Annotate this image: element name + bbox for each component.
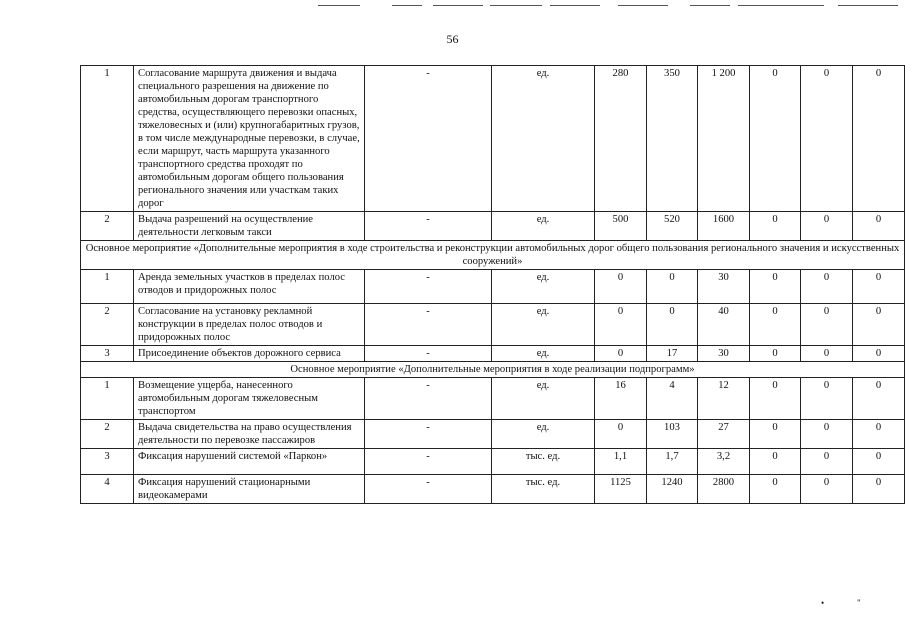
section-title: Основное мероприятие «Дополнительные мероприятия в ходе реализации подпрограмм» [81, 362, 905, 378]
row-value: 1240 [647, 475, 698, 504]
row-dash: - [365, 304, 492, 346]
row-number: 2 [81, 304, 134, 346]
row-value: 30 [698, 346, 750, 362]
row-dash: - [365, 346, 492, 362]
row-value: 0 [801, 420, 853, 449]
row-value: 0 [750, 378, 801, 420]
row-value: 0 [853, 449, 905, 475]
row-unit: тыс. ед. [492, 449, 595, 475]
row-value: 17 [647, 346, 698, 362]
row-value: 0 [801, 378, 853, 420]
row-unit: ед. [492, 420, 595, 449]
section-title: Основное мероприятие «Дополнительные мероприятия в ходе строительства и реконструкции автомобильных дорог общего пользования регионального значения и искусственных сооружений» [81, 241, 905, 270]
row-number: 3 [81, 346, 134, 362]
row-value: 0 [853, 270, 905, 304]
row-dash: - [365, 378, 492, 420]
row-value: 0 [801, 270, 853, 304]
row-value: 0 [853, 304, 905, 346]
table-row [81, 378, 905, 420]
footer-mark: " [857, 598, 861, 608]
row-value: 500 [595, 212, 647, 241]
row-title: Выдача разрешений на осуществление деятельности легковым такси [134, 212, 365, 241]
row-value: 0 [750, 304, 801, 346]
section-header-row [81, 241, 905, 270]
row-title: Присоединение объектов дорожного сервиса [134, 346, 365, 362]
row-number: 1 [81, 66, 134, 212]
row-value: 12 [698, 378, 750, 420]
row-value: 1,7 [647, 449, 698, 475]
row-value: 520 [647, 212, 698, 241]
row-dash: - [365, 270, 492, 304]
row-value: 0 [595, 270, 647, 304]
row-value: 27 [698, 420, 750, 449]
row-dash: - [365, 475, 492, 504]
table-row [81, 449, 905, 475]
row-value: 1125 [595, 475, 647, 504]
row-unit: ед. [492, 346, 595, 362]
row-value: 1,1 [595, 449, 647, 475]
row-number: 1 [81, 270, 134, 304]
row-dash: - [365, 66, 492, 212]
header-rules [0, 0, 905, 12]
table-row [81, 420, 905, 449]
row-value: 0 [801, 304, 853, 346]
row-title: Возмещение ущерба, нанесенного автомобильным дорогам тяжеловесным транспортом [134, 378, 365, 420]
row-value: 0 [750, 475, 801, 504]
row-value: 0 [595, 304, 647, 346]
row-number: 4 [81, 475, 134, 504]
row-value: 0 [801, 475, 853, 504]
row-value: 1 200 [698, 66, 750, 212]
row-title: Согласование на установку рекламной конструкции в пределах полос отводов и придорожных полос [134, 304, 365, 346]
table-row [81, 304, 905, 346]
row-unit: ед. [492, 66, 595, 212]
measures-table [80, 65, 905, 504]
row-number: 1 [81, 378, 134, 420]
footer-mark: • [821, 598, 825, 608]
row-value: 16 [595, 378, 647, 420]
row-value: 0 [853, 420, 905, 449]
row-value: 0 [853, 66, 905, 212]
row-value: 0 [750, 66, 801, 212]
table-row [81, 66, 905, 212]
table-row [81, 212, 905, 241]
row-value: 0 [801, 212, 853, 241]
row-value: 0 [853, 346, 905, 362]
row-unit: ед. [492, 212, 595, 241]
table-row [81, 346, 905, 362]
footer-marks [0, 598, 905, 610]
row-value: 0 [853, 475, 905, 504]
row-number: 2 [81, 212, 134, 241]
row-value: 0 [801, 346, 853, 362]
row-title: Фиксация нарушений стационарными видеокамерами [134, 475, 365, 504]
row-value: 0 [853, 378, 905, 420]
row-value: 30 [698, 270, 750, 304]
table-row [81, 270, 905, 304]
row-value: 0 [647, 304, 698, 346]
row-value: 0 [750, 346, 801, 362]
row-value: 0 [750, 212, 801, 241]
row-title: Фиксация нарушений системой «Паркон» [134, 449, 365, 475]
section-header-row [81, 362, 905, 378]
row-value: 0 [647, 270, 698, 304]
row-title: Выдача свидетельства на право осуществления деятельности по перевозке пассажиров [134, 420, 365, 449]
row-unit: ед. [492, 304, 595, 346]
row-title: Аренда земельных участков в пределах полос отводов и придорожных полос [134, 270, 365, 304]
row-value: 0 [750, 449, 801, 475]
row-value: 3,2 [698, 449, 750, 475]
table-row [81, 475, 905, 504]
row-title: Согласование маршрута движения и выдача специального разрешения на движение по автомобильным дорогам транспортного средства, осуществляющего перевозки опасных, тяжеловесных и (или) крупногабаритных грузов, в том числе международные перевозки, в случае, если маршрут, часть маршрута указанного транспортного средства проходят по автомобильным дорогам общего пользования регионального значения или участкам таких дорог [134, 66, 365, 212]
row-value: 1600 [698, 212, 750, 241]
row-value: 0 [750, 420, 801, 449]
row-value: 0 [801, 449, 853, 475]
row-value: 2800 [698, 475, 750, 504]
row-dash: - [365, 449, 492, 475]
row-unit: тыс. ед. [492, 475, 595, 504]
row-value: 4 [647, 378, 698, 420]
row-value: 0 [801, 66, 853, 212]
row-value: 280 [595, 66, 647, 212]
row-value: 0 [595, 346, 647, 362]
row-value: 40 [698, 304, 750, 346]
row-value: 0 [853, 212, 905, 241]
row-unit: ед. [492, 270, 595, 304]
row-unit: ед. [492, 378, 595, 420]
row-dash: - [365, 420, 492, 449]
row-dash: - [365, 212, 492, 241]
row-number: 3 [81, 449, 134, 475]
row-value: 103 [647, 420, 698, 449]
row-value: 0 [595, 420, 647, 449]
row-value: 0 [750, 270, 801, 304]
row-value: 350 [647, 66, 698, 212]
page-number: 56 [446, 32, 459, 46]
row-number: 2 [81, 420, 134, 449]
